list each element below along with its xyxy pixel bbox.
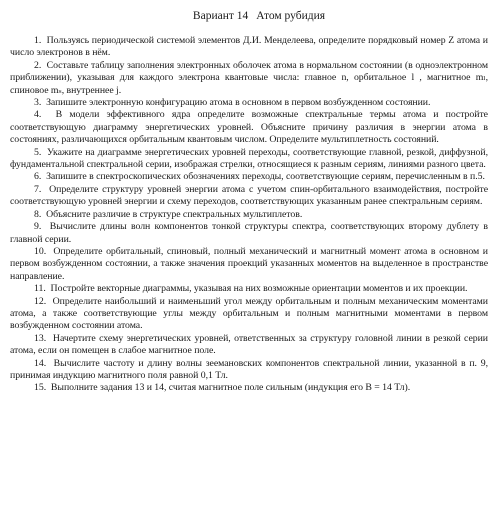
task-number: 1. <box>34 35 42 46</box>
task-text: Вычислите длины волн компонентов тонкой структуры спектра, соответствующих второму дублету в главной серии. <box>10 221 488 245</box>
task-number: 2. <box>34 59 42 71</box>
task-number: 12. <box>34 295 47 307</box>
task-number: 6. <box>34 171 42 183</box>
task-number: 15. <box>34 382 47 394</box>
task-text: В модели эффективного ядра определите возможные спектральные термы атома и постройте соответствующую диаграмму энергетических уровней. Объясните причину различия в энергии атома в состояниях, различающихся орбитальным квантовым числом. Определите мультиплетность состояний. <box>10 109 488 146</box>
task-item <box>10 147 488 172</box>
task-item <box>10 109 488 146</box>
task-number: 11. <box>34 283 46 295</box>
task-item <box>10 97 488 109</box>
task-number: 7. <box>34 183 42 195</box>
task-text: Пользуясь периодической системой элементов Д.И. Менделеева, определите порядковый номер Z атома и число электронов в нём. <box>10 35 488 59</box>
task-number: 8. <box>34 208 42 220</box>
variant-label: Вариант 14 <box>192 10 249 22</box>
task-number: 5. <box>34 146 42 158</box>
task-item <box>10 382 488 394</box>
task-item <box>10 209 488 221</box>
task-item <box>10 333 488 358</box>
task-text: Выполните задания 13 и 14, считая магнитное поле сильным (индукция его В = 14 Тл). <box>50 382 411 394</box>
task-text: Определите структуру уровней энергии атома с учетом спин-орбитального взаимодействия, постройте соответствующую уровней энергии и схему переходов, соответствующих указанным ранее спектральным сериям. <box>10 183 488 208</box>
task-text: Начертите схему энергетических уровней, ответственных за структуру головной линии в резкой серии атома, если он помещен в слабое магнитное поле. <box>10 332 488 357</box>
page-title <box>10 10 488 23</box>
task-list <box>10 35 488 395</box>
task-number: 14. <box>34 357 47 369</box>
task-text: Запишите в спектроскопических обозначениях переходы, соответствующие сериям, перечисленным в п.5. <box>46 171 485 183</box>
task-item <box>10 283 488 295</box>
task-item <box>10 358 488 383</box>
task-item <box>10 221 488 246</box>
task-text: Определите наибольший и наименьший угол между орбитальным и полным механическим моментами атома, а также соответствующие углы между орбитальным и полным магнитными моментами в первом возбужденном состоянии атома. <box>10 295 488 332</box>
task-number: 10. <box>34 245 47 257</box>
task-number: 4. <box>34 109 42 121</box>
task-text: Объясните различие в структуре спектральных мультиплетов. <box>46 208 303 220</box>
task-text: Вычислите частоту и длину волны зеемановских компонентов спектральной линии, указанной в п. 9, принимая индукцию магнитного поля равной 0,1 Тл. <box>10 357 488 381</box>
task-text: Составьте таблицу заполнения электронных оболочек атома в нормальном состоянии (в одноэлектронном приближении), указывая для каждого электрона квантовые числа: главное n, орбитальное l , магнитное mₗ, спиновое mₛ, внутреннее j. <box>10 59 488 96</box>
task-text: Постройте векторные диаграммы, указывая на них возможные ориентации моментов и их проекции. <box>50 283 468 295</box>
task-item <box>10 184 488 209</box>
task-item <box>10 60 488 97</box>
task-text: Запишите электронную конфигурацию атома в основном в первом возбужденном состоянии. <box>46 97 431 109</box>
task-item <box>10 246 488 283</box>
task-number: 3. <box>34 97 42 109</box>
task-number: 9. <box>34 221 42 233</box>
task-item <box>10 171 488 183</box>
task-item <box>10 296 488 333</box>
task-item <box>10 35 488 60</box>
task-number: 13. <box>34 332 47 344</box>
topic-label: Атом рубидия <box>256 10 326 22</box>
task-text: Укажите на диаграмме энергетических уровней переходы, соответствующие главной, резкой, диффузной, фундаментальной спектральной серии, изображая стрелки, относящиеся к разным сериям, линиями разного цвета. <box>10 146 488 171</box>
task-text: Определите орбитальный, спиновый, полный механический и магнитный момент атома в основном и первом возбужденном состоянии, а также значения проекций указанных моментов на выделенное в пространстве направление. <box>10 245 488 282</box>
